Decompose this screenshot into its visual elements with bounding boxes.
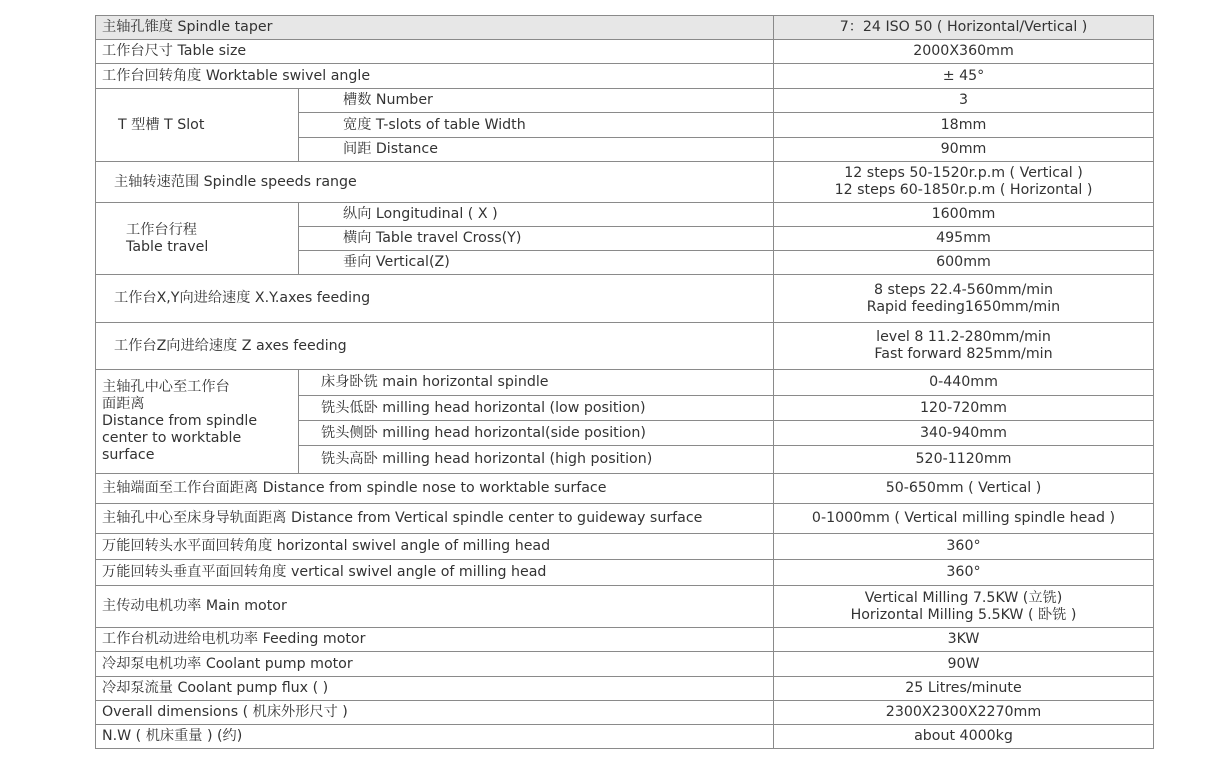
row-swivel <box>96 64 1154 89</box>
dist-main-label: 床身卧铣 main horizontal spindle <box>299 370 774 396</box>
spindle-taper-value: 7：24 ISO 50 ( Horizontal/Vertical ) <box>774 16 1154 40</box>
dist-high-label: 铣头高卧 milling head horizontal (high position) <box>299 446 774 474</box>
row-nw <box>96 725 1154 749</box>
overall-value: 2300X2300X2270mm <box>774 701 1154 725</box>
travel-group-en: Table travel <box>126 238 209 255</box>
row-guideway <box>96 504 1154 534</box>
dist-main-value: 0-440mm <box>774 370 1154 396</box>
nose-label: 主轴端面至工作台面距离 Distance from spindle nose to worktable surface <box>96 474 774 504</box>
dist-group-line-5: surface <box>102 447 155 463</box>
nw-value: about 4000kg <box>774 725 1154 749</box>
vswivel-label: 万能回转头垂直平面回转角度 vertical swivel angle of milling head <box>96 560 774 586</box>
z-feed-value-2: Fast forward 825mm/min <box>874 346 1053 362</box>
xy-feed-label: 工作台X,Y向进给速度 X.Y.axes feeding <box>96 275 774 323</box>
coolant-flux-label: 冷却泵流量 Coolant pump flux ( ) <box>96 677 774 701</box>
spindle-speeds-value-2: 12 steps 60-1850r.p.m ( Horizontal ) <box>834 182 1093 198</box>
z-feed-value <box>774 323 1154 370</box>
travel-cross-value: 495mm <box>774 227 1154 251</box>
row-main-motor <box>96 586 1154 628</box>
hswivel-label: 万能回转头水平面回转角度 horizontal swivel angle of milling head <box>96 534 774 560</box>
row-z-feed <box>96 323 1154 370</box>
main-motor-value <box>774 586 1154 628</box>
guideway-label: 主轴孔中心至床身导轨面距离 Distance from Vertical spindle center to guideway surface <box>96 504 774 534</box>
spindle-speeds-label: 主轴转速范围 Spindle speeds range <box>96 162 774 203</box>
nw-label: N.W ( 机床重量 ) (约) <box>96 725 774 749</box>
dist-side-label: 铣头侧卧 milling head horizontal(side position) <box>299 421 774 446</box>
dist-group-label <box>96 370 299 474</box>
dist-group-line-4: center to worktable <box>102 430 242 446</box>
row-dist-main <box>96 370 1154 396</box>
row-coolant-flux <box>96 677 1154 701</box>
table-size-value: 2000X360mm <box>774 40 1154 64</box>
spindle-speeds-value-1: 12 steps 50-1520r.p.m ( Vertical ) <box>844 165 1083 181</box>
row-travel-long <box>96 203 1154 227</box>
dist-high-value: 520-1120mm <box>774 446 1154 474</box>
travel-vert-label: 垂向 Vertical(Z) <box>299 251 774 275</box>
xy-feed-value <box>774 275 1154 323</box>
z-feed-label: 工作台Z向进给速度 Z axes feeding <box>96 323 774 370</box>
travel-vert-value: 600mm <box>774 251 1154 275</box>
feed-motor-label: 工作台机动进给电机功率 Feeding motor <box>96 628 774 652</box>
nose-value: 50-650mm ( Vertical ) <box>774 474 1154 504</box>
row-table-size <box>96 40 1154 64</box>
row-spindle-speeds <box>96 162 1154 203</box>
tslot-group-label: T 型槽 T Slot <box>96 89 299 162</box>
swivel-label: 工作台回转角度 Worktable swivel angle <box>96 64 774 89</box>
swivel-value: ± 45° <box>774 64 1154 89</box>
tslot-width-label: 宽度 T-slots of table Width <box>299 113 774 138</box>
row-tslot-number <box>96 89 1154 113</box>
row-nose <box>96 474 1154 504</box>
main-motor-value-1: Vertical Milling 7.5KW (立铣) <box>864 589 1063 606</box>
xy-feed-value-2: Rapid feeding1650mm/min <box>866 298 1061 315</box>
dist-low-value: 120-720mm <box>774 396 1154 421</box>
row-coolant-motor <box>96 652 1154 677</box>
z-feed-value-1: level 8 11.2-280mm/min <box>876 329 1051 345</box>
dist-low-label: 铣头低卧 milling head horizontal (low position) <box>299 396 774 421</box>
spec-table <box>95 15 1154 749</box>
tslot-distance-label: 间距 Distance <box>299 138 774 162</box>
travel-long-value: 1600mm <box>774 203 1154 227</box>
dist-group-line-3: Distance from spindle <box>102 413 258 429</box>
travel-long-label: 纵向 Longitudinal ( X ) <box>299 203 774 227</box>
guideway-value: 0-1000mm ( Vertical milling spindle head ) <box>774 504 1154 534</box>
overall-label: Overall dimensions ( 机床外形尺寸 ) <box>96 701 774 725</box>
spindle-taper-label: 主轴孔锥度 Spindle taper <box>96 16 774 40</box>
main-motor-label: 主传动电机功率 Main motor <box>96 586 774 628</box>
travel-group-label <box>96 203 299 275</box>
travel-group-zh: 工作台行程 <box>126 221 197 238</box>
row-xy-feed <box>96 275 1154 323</box>
vswivel-value: 360° <box>774 560 1154 586</box>
coolant-motor-value: 90W <box>774 652 1154 677</box>
tslot-width-value: 18mm <box>774 113 1154 138</box>
tslot-number-value: 3 <box>774 89 1154 113</box>
dist-group-line-1: 主轴孔中心至工作台 <box>102 379 230 395</box>
row-feed-motor <box>96 628 1154 652</box>
row-hswivel <box>96 534 1154 560</box>
main-motor-value-2: Horizontal Milling 5.5KW ( 卧铣 ) <box>850 606 1077 623</box>
dist-side-value: 340-940mm <box>774 421 1154 446</box>
spindle-speeds-value <box>774 162 1154 203</box>
xy-feed-value-1: 8 steps 22.4-560mm/min <box>873 281 1054 298</box>
dist-group-line-2: 面距离 <box>102 396 145 412</box>
tslot-distance-value: 90mm <box>774 138 1154 162</box>
hswivel-value: 360° <box>774 534 1154 560</box>
table-size-label: 工作台尺寸 Table size <box>96 40 774 64</box>
row-overall <box>96 701 1154 725</box>
row-spindle-taper <box>96 16 1154 40</box>
travel-cross-label: 横向 Table travel Cross(Y) <box>299 227 774 251</box>
coolant-flux-value: 25 Litres/minute <box>774 677 1154 701</box>
tslot-number-label: 槽数 Number <box>299 89 774 113</box>
feed-motor-value: 3KW <box>774 628 1154 652</box>
coolant-motor-label: 冷却泵电机功率 Coolant pump motor <box>96 652 774 677</box>
row-vswivel <box>96 560 1154 586</box>
